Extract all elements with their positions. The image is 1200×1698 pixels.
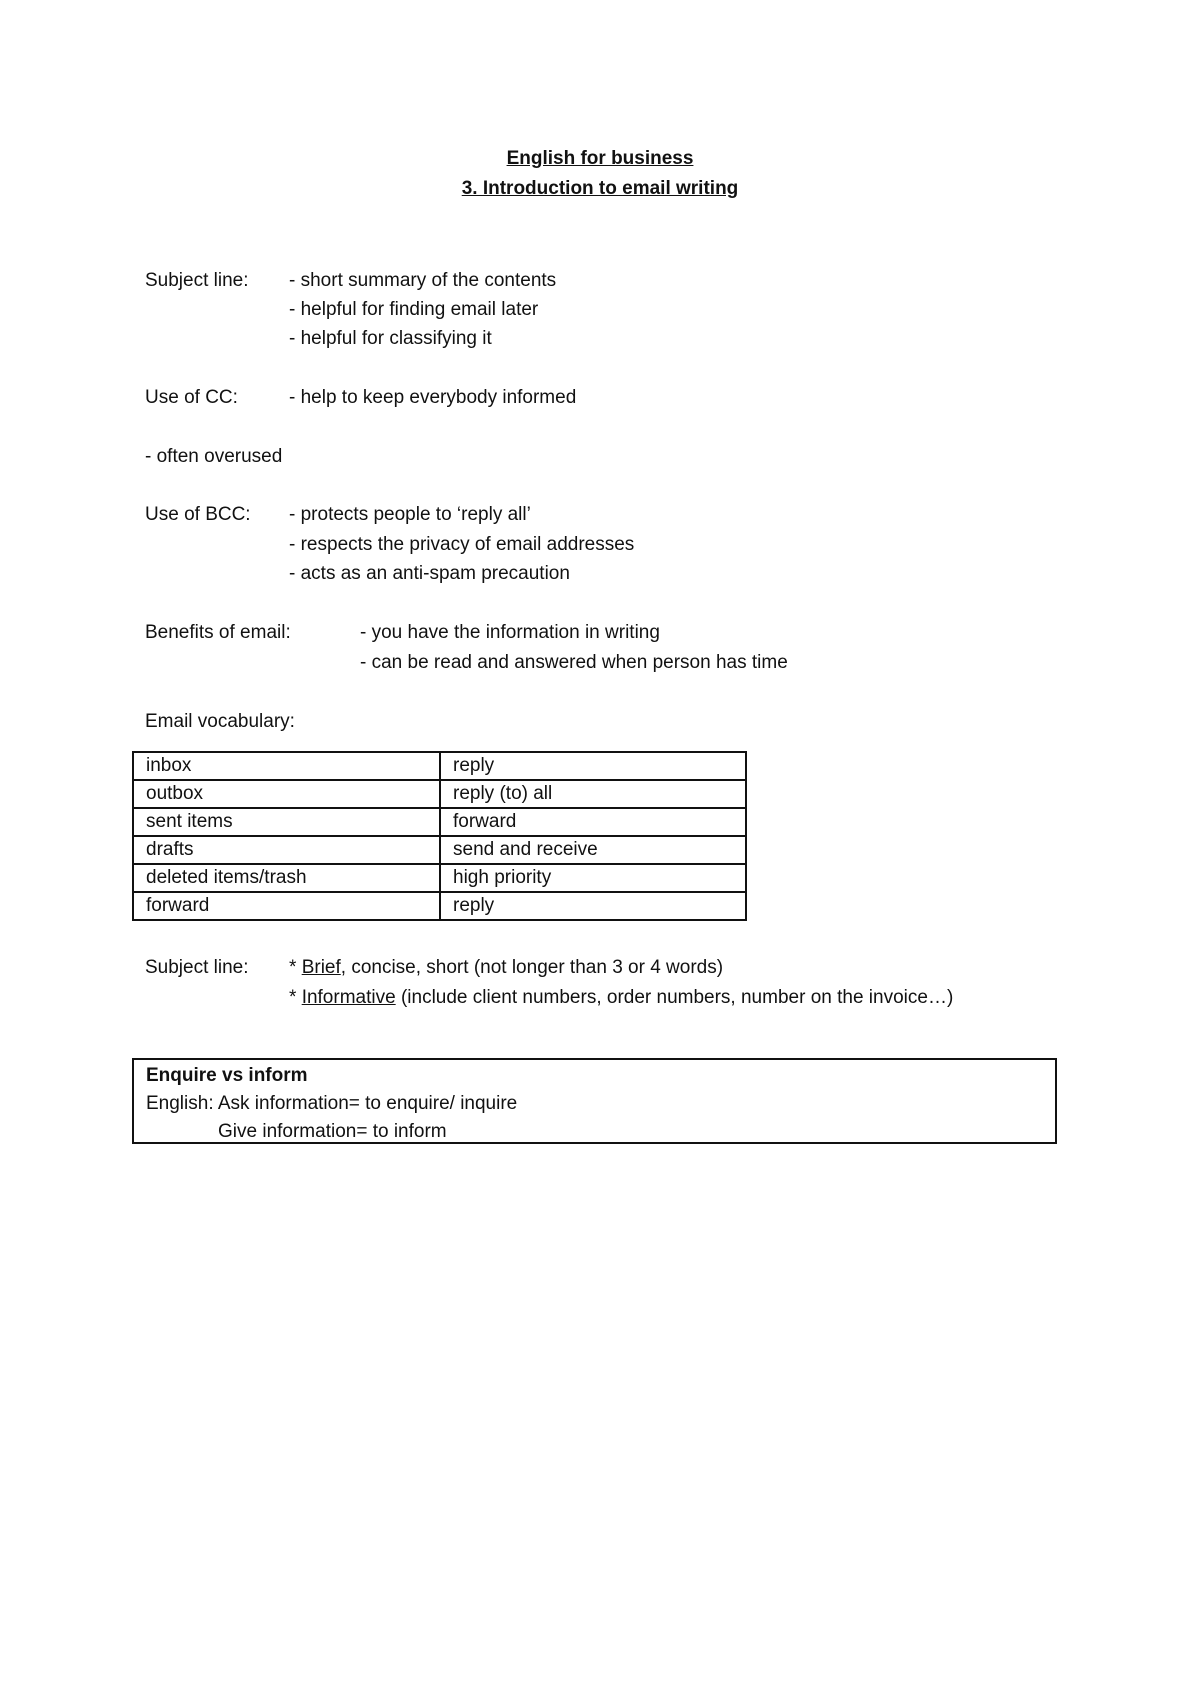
subject-tip-brief <box>289 953 723 982</box>
table-row <box>133 864 746 892</box>
benefits-label: Benefits of email: <box>145 622 291 643</box>
tip-text: , concise, short (not longer than 3 or 4 words) <box>340 957 724 978</box>
table-cell: forward <box>133 892 440 920</box>
table-cell: send and receive <box>440 836 746 864</box>
subject-line-item: - short summary of the contents <box>289 270 557 291</box>
document-subtitle: 3. Introduction to email writing <box>461 178 739 199</box>
tip-bullet: * <box>289 957 302 978</box>
tip-keyword: Brief <box>301 957 341 978</box>
document-title: English for business <box>506 148 694 169</box>
table-row <box>133 752 746 780</box>
bcc-item: - protects people to ‘reply all’ <box>289 504 531 525</box>
table-cell: deleted items/trash <box>133 864 440 892</box>
box-heading: Enquire vs inform <box>146 1065 308 1086</box>
table-cell: reply (to) all <box>440 780 746 808</box>
vocabulary-label: Email vocabulary: <box>145 711 295 732</box>
table-cell: reply <box>440 752 746 780</box>
bcc-item: - respects the privacy of email addresses <box>289 534 635 555</box>
table-cell: high priority <box>440 864 746 892</box>
subject-line-label: Subject line: <box>145 270 249 291</box>
tip-text: (include client numbers, order numbers, number on the invoice…) <box>395 987 954 1008</box>
cc-item: - help to keep everybody informed <box>289 387 577 408</box>
table-cell: reply <box>440 892 746 920</box>
table-row <box>133 780 746 808</box>
benefits-item: - can be read and answered when person has time <box>360 652 788 673</box>
table-cell: sent items <box>133 808 440 836</box>
table-cell: outbox <box>133 780 440 808</box>
subject-tips-label: Subject line: <box>145 957 249 978</box>
benefits-item: - you have the information in writing <box>360 622 660 643</box>
box-line: Give information= to inform <box>218 1121 447 1142</box>
table-cell: drafts <box>133 836 440 864</box>
bcc-item: - acts as an anti-spam precaution <box>289 563 570 584</box>
subject-line-item: - helpful for classifying it <box>289 328 492 349</box>
vocabulary-table <box>132 751 747 921</box>
enquire-inform-box <box>132 1058 1057 1144</box>
subject-tip-informative <box>289 983 953 1012</box>
table-cell: forward <box>440 808 746 836</box>
subject-line-item: - helpful for finding email later <box>289 299 539 320</box>
cc-note: - often overused <box>145 446 283 467</box>
tip-bullet: * <box>289 987 302 1008</box>
table-row <box>133 892 746 920</box>
table-row <box>133 836 746 864</box>
table-cell: inbox <box>133 752 440 780</box>
cc-label: Use of CC: <box>145 387 238 408</box>
box-line: English: Ask information= to enquire/ inquire <box>146 1093 518 1114</box>
table-row <box>133 808 746 836</box>
bcc-label: Use of BCC: <box>145 504 251 525</box>
tip-keyword: Informative <box>301 987 396 1008</box>
